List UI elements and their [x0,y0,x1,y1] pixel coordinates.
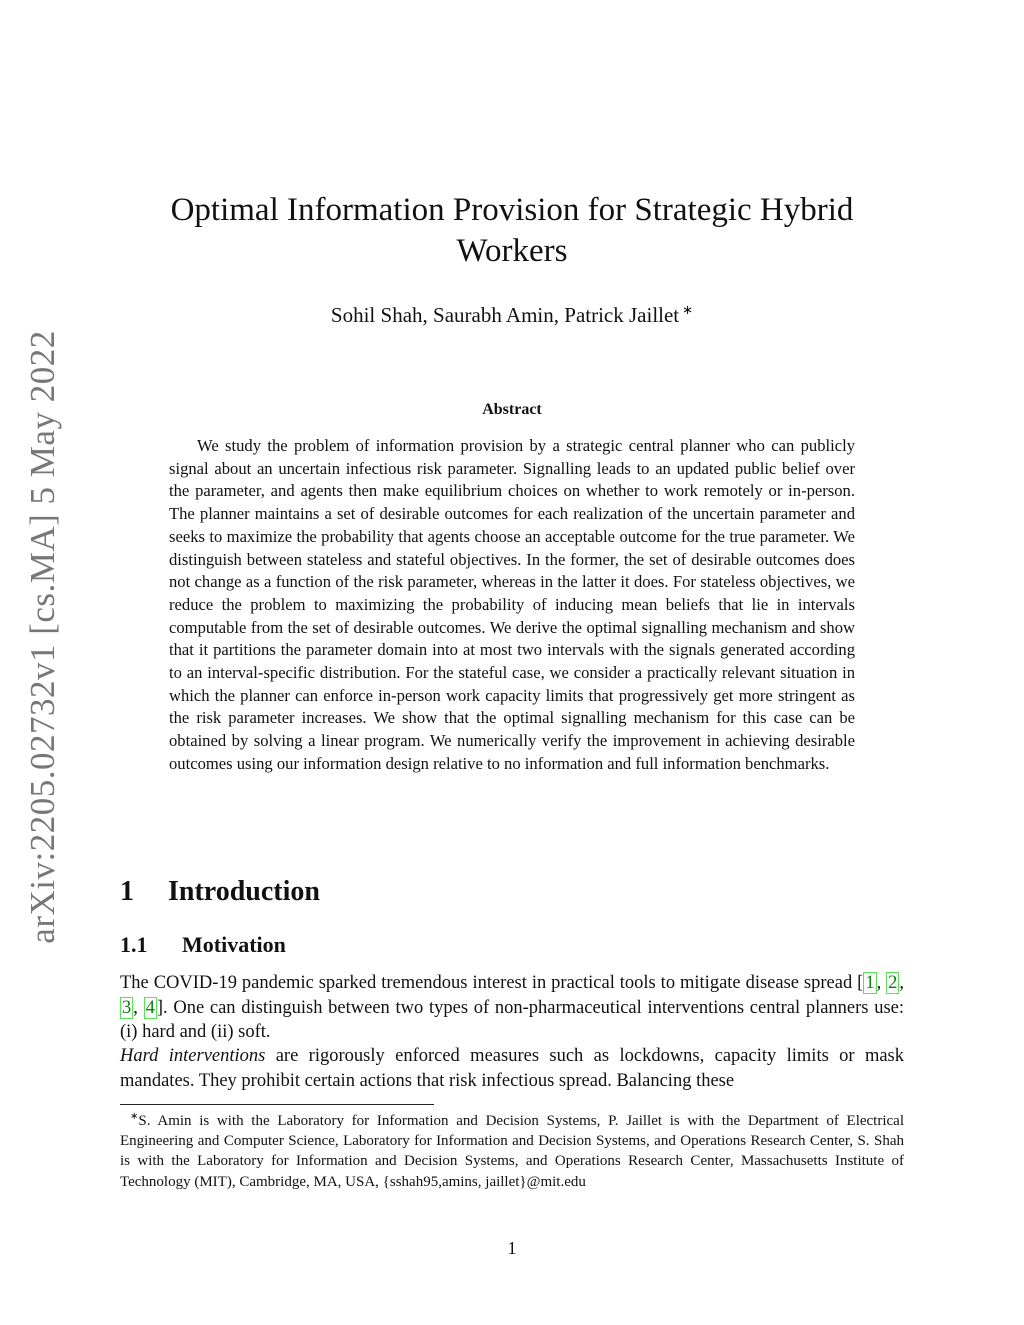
paragraph-hard-interventions [120,1044,904,1093]
section-title: Introduction [168,876,320,907]
paragraph-intro: The COVID-19 pandemic sparked tremendous interest in practical tools to mitigate disease spread [ 1 , 2 , 3 , 4 ]. One can distinguish between two types of non-pharmaceutical interventions central planners use: (i) hard and (ii) soft. [120,973,905,1042]
citation-link[interactable]: 3 [122,997,132,1018]
paragraph-intro-before: The COVID-19 pandemic sparked tremendous interest in practical tools to mitigate disease spread [ [120,973,864,993]
citation-link[interactable]: 4 [145,997,155,1018]
author-list [120,302,904,328]
page-number: 1 [507,1238,517,1258]
subsection-heading [120,932,286,958]
subsection-number: 1.1 [120,932,148,957]
paragraph-hard-interventions-text: are rigorously enforced measures such as lockdowns, capacity limits or mask mandates. They prohibit certain actions that risk infectious spread. Balancing these [120,1046,904,1091]
emphasized-term: Hard interventions [120,1046,266,1066]
citation-link[interactable]: 1 [865,973,875,993]
footnote-mark: ∗ [130,1111,139,1122]
subsection-title: Motivation [182,932,286,957]
section-number: 1 [120,876,134,907]
paper-title: Optimal Information Provision for Strategic Hybrid Workers [170,192,854,269]
footnote [120,1107,904,1192]
section-heading [120,876,320,908]
footnote-text: S. Amin is with the Laboratory for Information and Decision Systems, P. Jaillet is with the Department of Electrical Engineering and Computer Science, Laboratory for Information and Decision Systems, and Operations Research Center, S. Shah is with the Laboratory for Information and Decision Systems, and Operations Research Center, Massachusetts Institute of Technology (MIT), Cambridge, MA, USA, {sshah95,amins, jaillet}@mit.edu [120,1113,904,1190]
arxiv-identifier[interactable]: arXiv:2205.02732v1 [cs.MA] 5 May 2022 [23,330,62,944]
author-names: Sohil Shah, Saurabh Amin, Patrick Jaillet [330,303,680,327]
abstract-heading: Abstract [482,401,542,418]
author-footnote-mark[interactable]: ∗ [682,302,694,317]
citation-link[interactable]: 2 [888,973,898,993]
footnote-divider [120,1104,434,1105]
paragraph-intro-after: ]. One can distinguish between two types of non-pharmaceutical interventions central planners use: (i) hard and (ii) soft. [120,997,905,1042]
abstract-text: We study the problem of information provision by a strategic central planner who can publicly signal about an uncertain infectious risk parameter. Signalling leads to an updated public belief over the parameter, and agents then make equilibrium choices on whether to work remotely or in-person. The planner maintains a set of desirable outcomes for each realization of the uncertain parameter and seeks to maximize the probability that agents choose an acceptable outcome for the true parameter. We distinguish between stateless and stateful objectives. In the former, the set of desirable outcomes does not change as a function of the risk parameter, whereas in the latter it does. For stateless objectives, we reduce the problem to maximizing the probability of inducing mean beliefs that lie in intervals computable from the set of desirable outcomes. We derive the optimal signalling mechanism and show that it partitions the parameter domain into at most two intervals with the signals generated according to an interval-specific distribution. For the stateful case, we consider a practically relevant situation in which the planner can enforce in-person work capacity limits that progressively get more stringent as the risk parameter increases. We show that the optimal signalling mechanism for this case can be obtained by solving a linear program. We numerically verify the improvement in achieving desirable outcomes using our information design relative to no information and full information benchmarks. [169,436,855,773]
